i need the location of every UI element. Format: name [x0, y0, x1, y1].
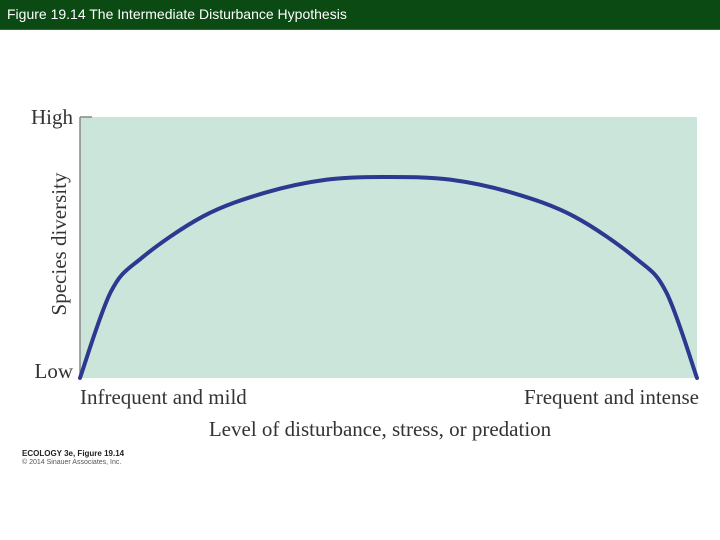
x-tick-label-infrequent: Infrequent and mild	[80, 385, 247, 409]
plot-area	[80, 117, 697, 378]
figure-credit: ECOLOGY 3e, Figure 19.14	[22, 449, 125, 458]
y-tick-label-low: Low	[34, 359, 73, 383]
x-tick-label-frequent: Frequent and intense	[524, 385, 699, 409]
x-axis-label: Level of disturbance, stress, or predation	[208, 417, 552, 441]
copyright-notice: © 2014 Sinauer Associates, Inc.	[22, 459, 122, 466]
y-tick-label-high: High	[31, 105, 73, 129]
y-axis-label: Species diversity	[47, 172, 71, 316]
slide-title: Figure 19.14 The Intermediate Disturbance Hypothesis	[7, 6, 347, 22]
